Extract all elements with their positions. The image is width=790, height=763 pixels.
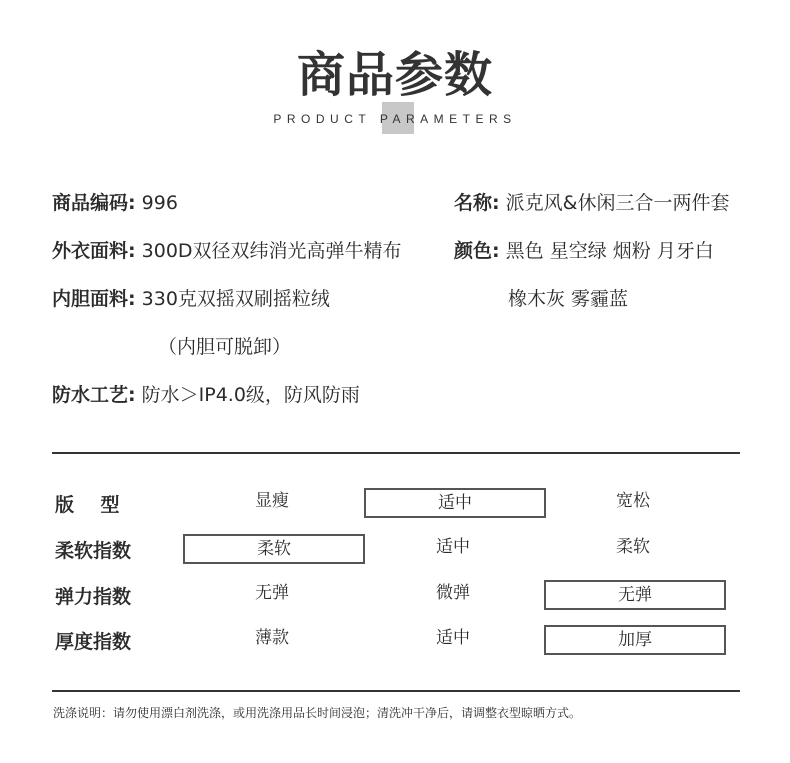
spec-name-value: 派克风&休闲三合一两件套 [499, 192, 730, 214]
divider-top [52, 452, 740, 454]
spec-color-label: 颜色: [454, 240, 500, 262]
rating-option: 薄款 [255, 628, 289, 648]
rating-option-selected: 加厚 [544, 625, 726, 655]
spec-code [52, 188, 178, 215]
spec-color-line2: 橡木灰 雾霾蓝 [508, 288, 629, 310]
spec-name [454, 188, 729, 215]
rating-option-selected: 柔软 [183, 534, 365, 564]
rating-option: 柔软 [616, 537, 650, 557]
spec-color-value: 黑色 星空绿 烟粉 月牙白 [499, 240, 714, 262]
page-title: 商品参数 [296, 47, 493, 103]
rating-row-label: 版 型 [55, 494, 120, 516]
rating-row-label: 厚度指数 [55, 631, 132, 653]
rating-option: 宽松 [616, 491, 650, 511]
rating-option: 适中 [436, 628, 470, 648]
spec-waterproof [52, 380, 360, 407]
spec-color [454, 236, 714, 263]
rating-option: 显瘦 [255, 491, 289, 511]
rating-option: 适中 [436, 537, 470, 557]
spec-outer-fabric-label: 外衣面料: [52, 240, 136, 262]
rating-option-selected: 适中 [364, 488, 546, 518]
care-instructions: 洗涤说明：请勿使用漂白剂洗涤，或用洗涤用品长时间浸泡；清洗冲干净后，请调整衣型晾晒方式。 [53, 706, 582, 720]
spec-outer-fabric-value: 300D双径双纬消光高弹牛精布 [135, 240, 402, 262]
spec-inner-fabric-label: 内胆面料: [52, 288, 136, 310]
spec-name-label: 名称: [454, 192, 500, 214]
rating-option: 微弹 [436, 583, 470, 603]
rating-option-selected: 无弹 [544, 580, 726, 610]
spec-inner-fabric-value: 330克双摇双刷摇粒绒 [135, 288, 330, 310]
rating-row-label: 柔软指数 [55, 540, 132, 562]
rating-row-label: 弹力指数 [55, 586, 132, 608]
rating-option: 无弹 [255, 583, 289, 603]
spec-code-value: 996 [135, 192, 178, 214]
spec-waterproof-value: 防水＞IP4.0级，防风防雨 [135, 384, 360, 406]
spec-inner-note: （内胆可脱卸） [158, 336, 292, 358]
spec-inner-fabric [52, 284, 330, 311]
spec-outer-fabric [52, 236, 402, 263]
spec-waterproof-label: 防水工艺: [52, 384, 136, 406]
spec-code-label: 商品编码: [52, 192, 136, 214]
divider-bottom [52, 690, 740, 692]
page-subtitle: PRODUCT PARAMETERS [273, 112, 517, 126]
